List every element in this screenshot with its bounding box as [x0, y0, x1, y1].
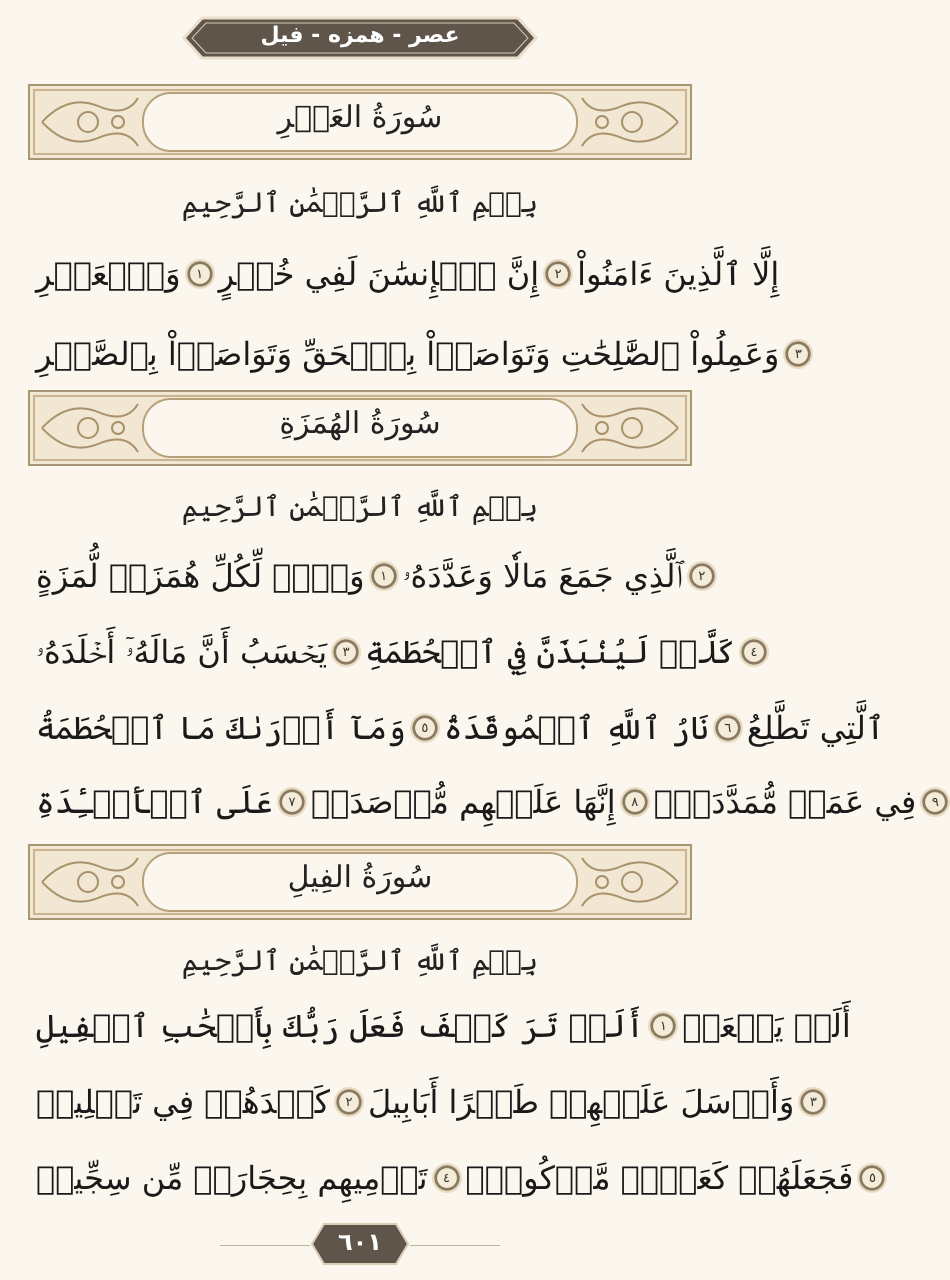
ayah-number-marker: ١	[185, 259, 215, 289]
footer-divider	[220, 1245, 310, 1246]
surah-name: سُورَةُ العَصۡرِ	[277, 100, 443, 135]
ayah-line	[36, 1148, 876, 1208]
ayah-text: عَلَى ٱلۡأَفۡـِٔدَةِ	[36, 783, 273, 821]
ayah-text: كَيۡدَهُمۡ فِي تَضۡلِيلٖ	[36, 1083, 330, 1121]
basmala: بِسۡمِ ٱللَّهِ ٱلرَّحۡمَٰنِ ٱلرَّحِيمِ	[181, 186, 539, 219]
ayah-line	[36, 996, 851, 1056]
ayah-number-marker: ٢	[543, 259, 573, 289]
basmala: بِسۡمِ ٱللَّهِ ٱلرَّحۡمَٰنِ ٱلرَّحِيمِ	[181, 490, 539, 523]
ayah-text: أَلَمۡ يَجۡعَلۡ	[682, 1007, 851, 1045]
ayah-line	[36, 772, 939, 832]
ayah-text: إِنَّ ٱلۡإِنسَٰنَ لَفِي خُسۡرٍ	[218, 255, 540, 293]
page-number: ٦٠١	[338, 1228, 382, 1256]
ayah-text: وَعَمِلُواْ ٱلصَّٰلِحَٰتِ وَتَوَاصَوۡاْ بِٱلۡحَقِّ وَتَوَاصَوۡاْ بِٱلصَّبۡرِ	[36, 335, 780, 373]
ayah-number-marker: ٣	[783, 339, 813, 369]
surah-name: سُورَةُ الهُمَزَةِ	[279, 406, 441, 441]
ayah-number-marker: ٤	[432, 1163, 462, 1193]
ayah-number-marker: ١	[648, 1011, 678, 1041]
banner-title: عصر - همزه - فیل	[260, 23, 460, 48]
ayah-number-marker: ٥	[410, 713, 440, 743]
surah-names-banner	[182, 14, 538, 62]
basmala: بِسۡمِ ٱللَّهِ ٱلرَّحۡمَٰنِ ٱلرَّحِيمِ	[181, 944, 539, 977]
ayah-text: تَرۡمِيهِم بِحِجَارَةٖ مِّن سِجِّيلٖ	[36, 1159, 428, 1197]
ayah-number-marker: ٩	[920, 787, 950, 817]
ayah-text: وَٱلۡعَصۡرِ	[36, 255, 181, 293]
ayah-number-marker: ٧	[277, 787, 307, 817]
ayah-text: أَلَمۡ تَرَ كَيۡفَ فَعَلَ رَبُّكَ بِأَصۡحَٰبِ ٱلۡفِيلِ	[36, 1007, 645, 1045]
surah-header-fil	[28, 844, 692, 920]
ayah-text: إِلَّا ٱلَّذِينَ ءَامَنُواْ	[577, 255, 780, 293]
ayah-number-marker: ٦	[713, 713, 743, 743]
ayah-line	[36, 546, 706, 606]
ayah-number-marker: ٢	[687, 561, 717, 591]
ayah-text: كَلَّاۖ لَيُنۢبَذَنَّ فِي ٱلۡحُطَمَةِ	[365, 633, 735, 671]
ayah-text: يَحۡسَبُ أَنَّ مَالَهُۥٓ أَخۡلَدَهُۥ	[36, 632, 328, 671]
ayah-text: ٱلَّتِي تَطَّلِعُ	[746, 709, 885, 747]
footer-divider	[410, 1245, 500, 1246]
ayah-text: وَيۡلٞ لِّكُلِّ هُمَزَةٖ لُّمَزَةٍ	[36, 557, 365, 595]
ayah-number-marker: ٣	[331, 637, 361, 667]
ayah-line	[36, 622, 758, 682]
ayah-line	[36, 1072, 817, 1132]
ayah-text: فِي عَمَدٖ مُّمَدَّدَةِۭ	[653, 783, 917, 821]
ayah-number-marker: ٥	[857, 1163, 887, 1193]
surah-header-humazah	[28, 390, 692, 466]
ayah-line	[36, 698, 885, 758]
ayah-number-marker: ٤	[739, 637, 769, 667]
ayah-text: ٱلَّذِي جَمَعَ مَالٗا وَعَدَّدَهُۥ	[402, 556, 683, 595]
page-number-badge	[310, 1222, 410, 1266]
ayah-number-marker: ٨	[620, 787, 650, 817]
surah-name: سُورَةُ الفِيلِ	[287, 860, 433, 895]
ayah-number-marker: ٣	[798, 1087, 828, 1117]
surah-header-asr	[28, 84, 692, 160]
ayah-line	[36, 244, 780, 304]
ayah-text: فَجَعَلَهُمۡ كَعَصۡفٖ مَّأۡكُولِۭ	[465, 1159, 854, 1197]
ayah-text: وَمَآ أَدۡرَىٰكَ مَا ٱلۡحُطَمَةُ	[36, 709, 406, 747]
ayah-text: وَأَرۡسَلَ عَلَيۡهِمۡ طَيۡرًا أَبَابِيلَ	[368, 1083, 795, 1121]
ayah-line	[36, 324, 802, 384]
ayah-text: إِنَّهَا عَلَيۡهِم مُّؤۡصَدَةٞ	[310, 783, 616, 821]
ayah-number-marker: ٢	[334, 1087, 364, 1117]
ayah-number-marker: ١	[369, 561, 399, 591]
ayah-text: نَارُ ٱللَّهِ ٱلۡمُوقَدَةُ	[443, 709, 709, 747]
